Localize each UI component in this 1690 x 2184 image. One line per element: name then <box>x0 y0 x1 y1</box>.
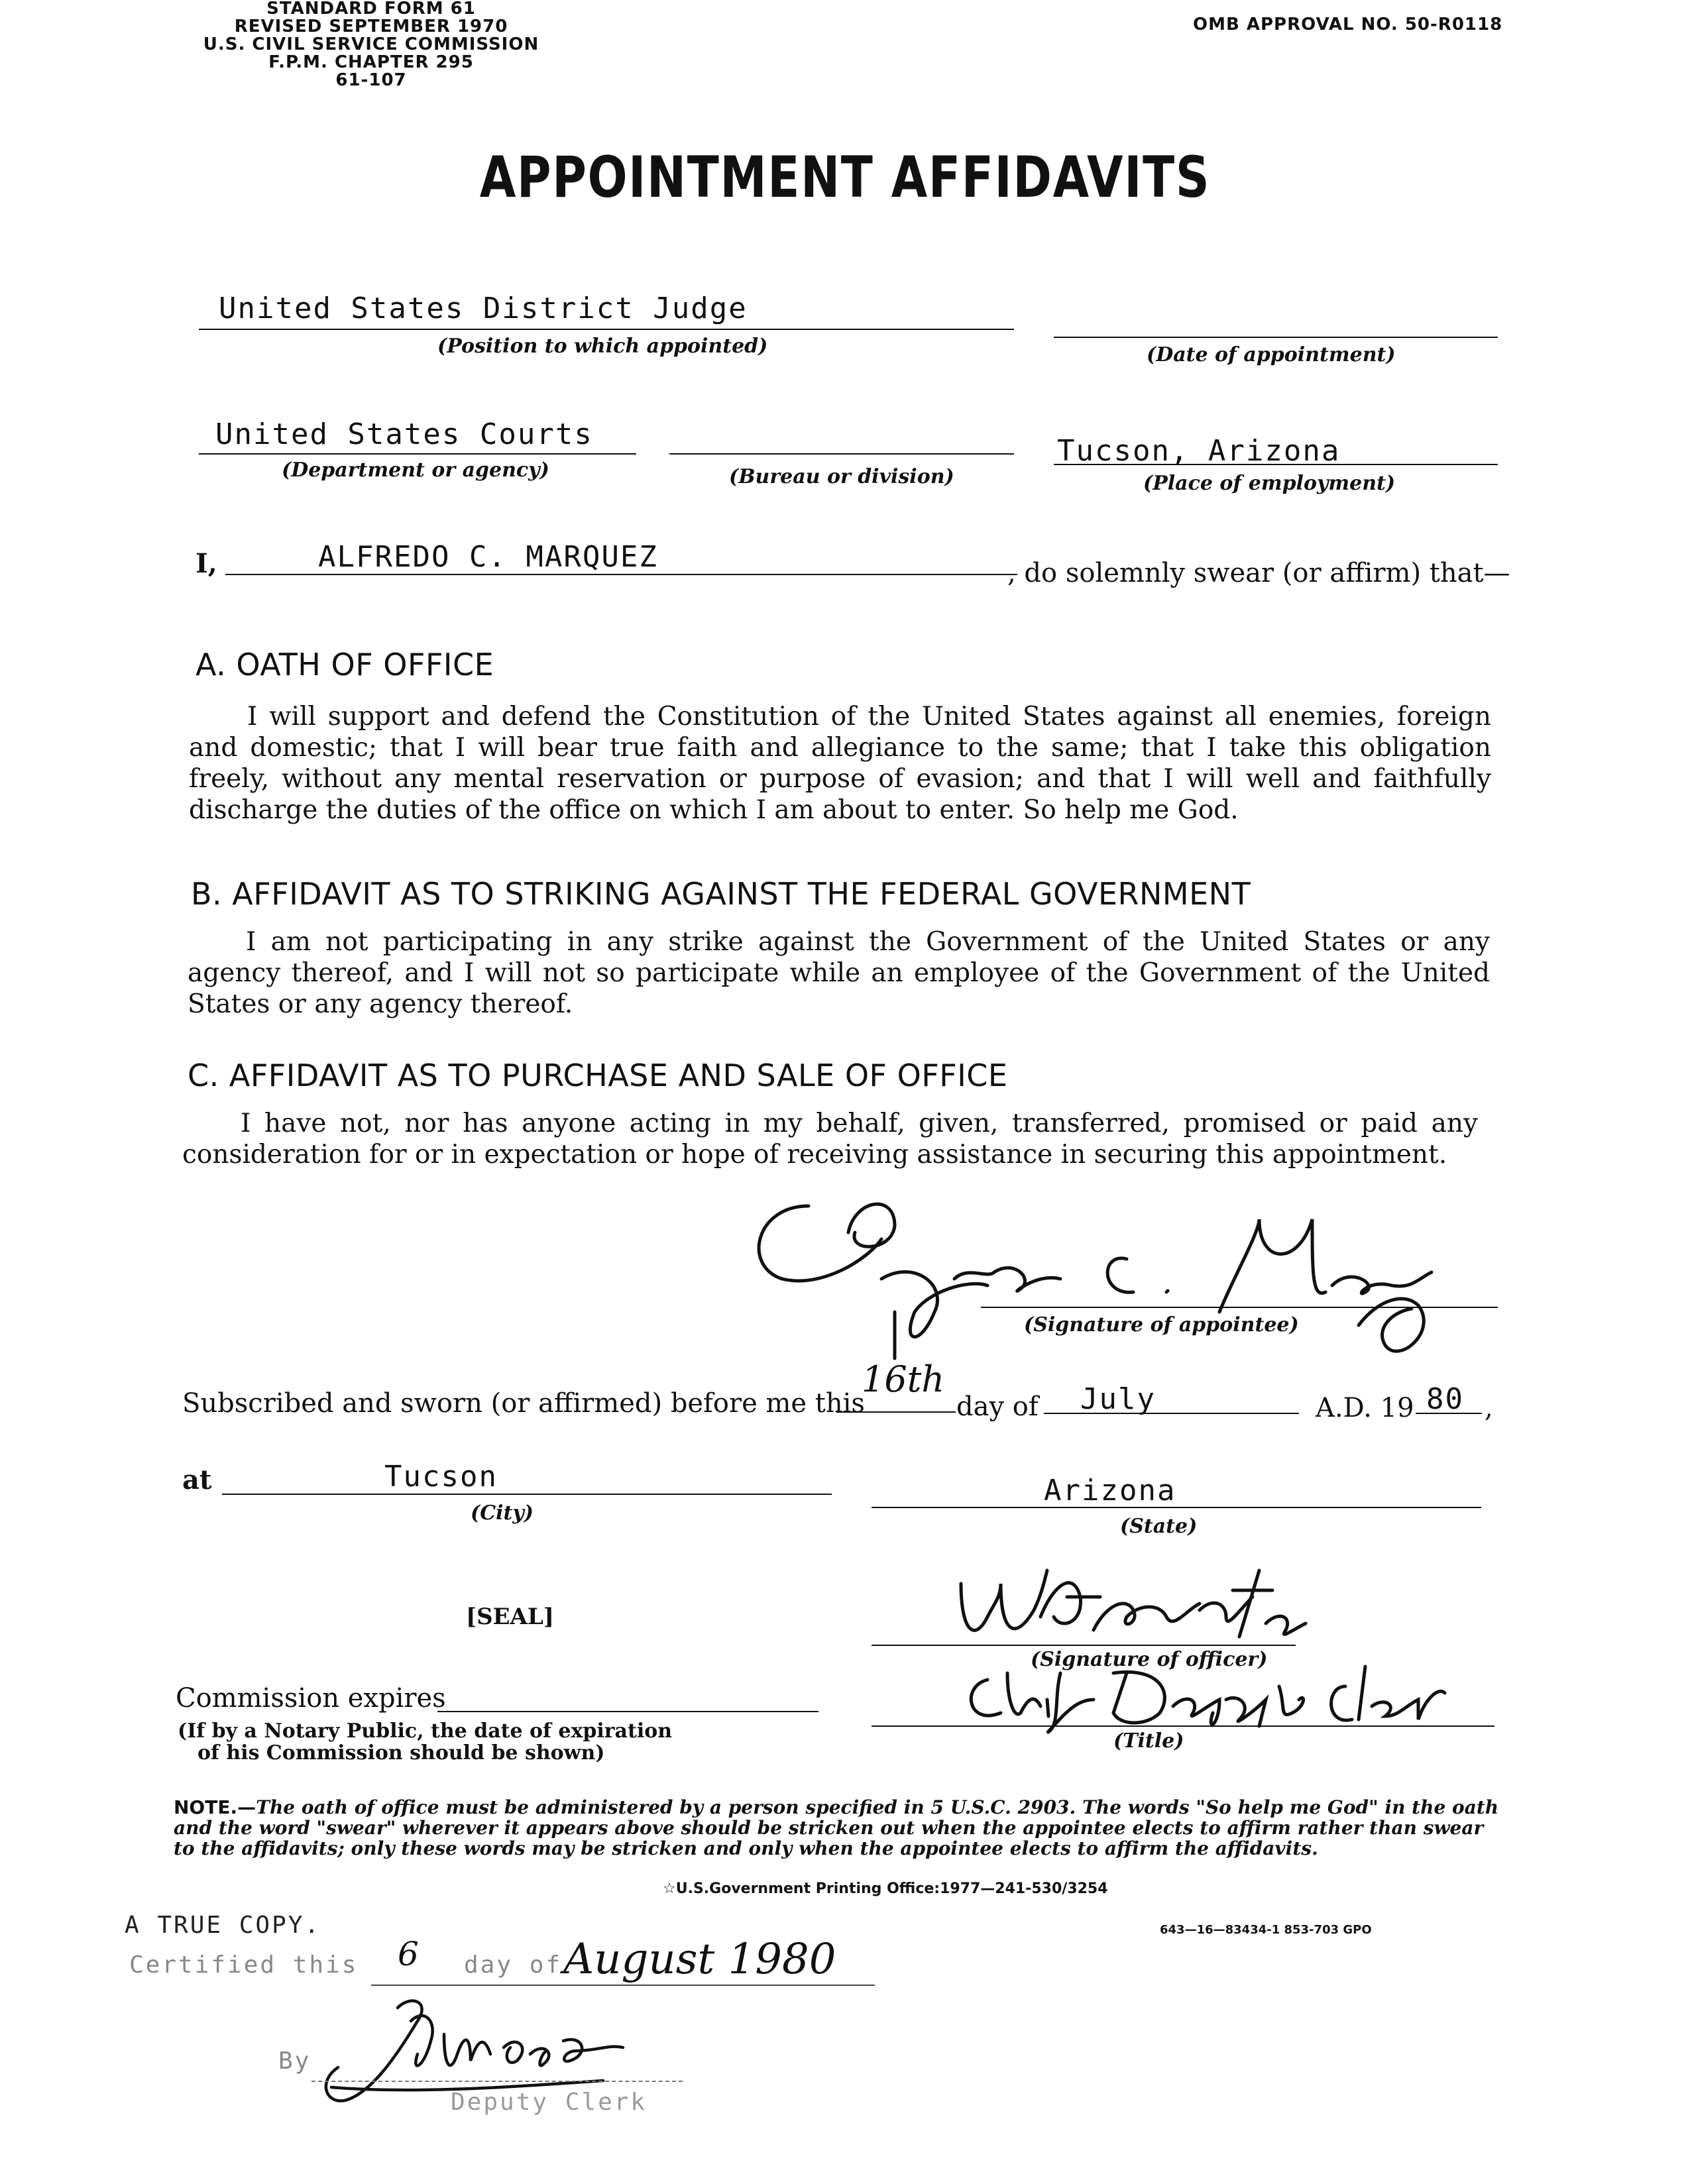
certified-by: By <box>278 2048 311 2075</box>
appointee-signature-line <box>981 1307 1498 1308</box>
certified-month-year[interactable]: August 1980 <box>563 1935 836 1984</box>
form-line: U.S. CIVIL SERVICE COMMISSION <box>203 34 539 54</box>
place-line <box>1054 464 1498 465</box>
appointee-signature <box>729 1179 1458 1365</box>
sworn-day-of: day of <box>956 1392 1039 1422</box>
bureau-line[interactable] <box>669 453 1014 455</box>
note-text: The oath of office must be administered by a person specified in 5 U.S.C. 2903. The words "So help me God" in the oath and the word "swear" wherever it appears above should be stricken out when the appointee elects to affirm rather than swear to the affidavits; only these words may be stricken and only when the appointee elects to affirm the affidavits. <box>174 1796 1499 1859</box>
officer-signature-line <box>872 1645 1296 1646</box>
swear-suffix: , do solemnly swear (or affirm) that— <box>1007 558 1510 588</box>
note-block <box>174 1797 1499 1859</box>
sworn-prefix: Subscribed and sworn (or affirmed) before me this <box>182 1388 865 1419</box>
sworn-comma: , <box>1485 1393 1493 1423</box>
sworn-ad: A.D. 19 <box>1316 1393 1414 1423</box>
appointee-name[interactable]: ALFREDO C. MARQUEZ <box>318 540 658 574</box>
sworn-year-line <box>1416 1413 1482 1414</box>
state-line <box>872 1507 1481 1508</box>
department-value[interactable]: United States Courts <box>215 417 593 451</box>
form-line: 61-107 <box>335 70 407 90</box>
commission-note-line: (If by a Notary Public, the date of expiration <box>178 1720 673 1743</box>
certified-day-of: day of <box>464 1951 563 1979</box>
note-label: NOTE.— <box>174 1796 256 1818</box>
deputy-clerk-line <box>311 2081 683 2082</box>
deputy-clerk-role: Deputy Clerk <box>451 2089 648 2116</box>
title-handwriting <box>961 1660 1465 1739</box>
sworn-year[interactable]: 80 <box>1426 1382 1464 1416</box>
sworn-day[interactable]: 16th <box>862 1358 945 1400</box>
certified-line <box>371 1985 875 1986</box>
position-line <box>199 329 1014 330</box>
section-b-title: B. AFFIDAVIT AS TO STRIKING AGAINST THE FEDERAL GOVERNMENT <box>191 876 1251 912</box>
bureau-caption: (Bureau or division) <box>729 465 954 488</box>
city-value[interactable]: Tucson <box>384 1460 498 1494</box>
true-copy-label: A TRUE COPY. <box>125 1912 321 1939</box>
department-line <box>199 453 636 455</box>
sworn-month-line <box>1044 1413 1299 1414</box>
omb-approval: OMB APPROVAL NO. 50-R0118 <box>1193 15 1503 34</box>
date-caption: (Date of appointment) <box>1147 343 1396 366</box>
sworn-month[interactable]: July <box>1080 1382 1156 1416</box>
date-line[interactable] <box>1054 337 1498 338</box>
form-identifier <box>186 0 557 89</box>
title-line <box>872 1725 1494 1727</box>
section-a-title: A. OATH OF OFFICE <box>196 647 494 682</box>
officer-signature-caption: (Signature of officer) <box>1031 1648 1268 1671</box>
certified-prefix: Certified this <box>129 1951 359 1979</box>
seal-label: [SEAL] <box>466 1604 554 1630</box>
form-line: F.P.M. CHAPTER 295 <box>268 52 474 72</box>
sworn-day-line <box>836 1411 956 1413</box>
section-c-text: I have not, nor has anyone acting in my behalf, given, transferred, promised or paid any consideration for or in expectation or hope of receiving assistance in securing this appointment. <box>182 1109 1478 1170</box>
printing-office: ☆U.S.Government Printing Office:1977—241-530/3254 <box>663 1881 1108 1897</box>
position-caption: (Position to which appointed) <box>437 335 768 358</box>
position-value[interactable]: United States District Judge <box>219 292 748 325</box>
commission-label: Commission expires <box>176 1683 446 1714</box>
name-line <box>225 574 1017 575</box>
officer-signature <box>948 1557 1319 1663</box>
at-label: at <box>182 1464 212 1496</box>
section-a-text: I will support and defend the Constitution of the United States against all enemies, foreign and domestic; that I will bear true faith and allegiance to the same; that I take this obligation freely, without any mental reservation or purpose of evasion; and that I will well and faithfully discharge the duties of the office on which I am about to enter. So help me God. <box>189 702 1491 825</box>
page-title: APPOINTMENT AFFIDAVITS <box>479 144 1211 211</box>
form-codes: 643—16—83434-1 853-703 GPO <box>1160 1923 1372 1937</box>
section-c-title: C. AFFIDAVIT AS TO PURCHASE AND SALE OF OFFICE <box>188 1058 1008 1093</box>
place-value[interactable]: Tucson, Arizona <box>1057 434 1341 468</box>
swear-prefix: I, <box>196 548 217 579</box>
section-b-text: I am not participating in any strike against the Government of the United States or any agency thereof, and I will not so participate while an employee of the Government of the United States or any agency thereof. <box>188 927 1490 1019</box>
certified-day[interactable]: 6 <box>398 1935 419 1973</box>
city-line <box>222 1494 832 1495</box>
form-line: STANDARD FORM 61 <box>266 0 476 19</box>
appointee-signature-caption: (Signature of appointee) <box>1024 1313 1299 1337</box>
city-caption: (City) <box>471 1502 534 1525</box>
commission-note <box>178 1720 672 1764</box>
form-line: REVISED SEPTEMBER 1970 <box>234 17 508 36</box>
commission-line[interactable] <box>437 1711 818 1712</box>
state-value[interactable]: Arizona <box>1044 1474 1176 1507</box>
state-caption: (State) <box>1120 1515 1198 1538</box>
commission-note-line: of his Commission should be shown) <box>197 1741 605 1765</box>
place-caption: (Place of employment) <box>1143 472 1396 495</box>
department-caption: (Department or agency) <box>282 459 549 482</box>
title-caption: (Title) <box>1113 1729 1184 1753</box>
